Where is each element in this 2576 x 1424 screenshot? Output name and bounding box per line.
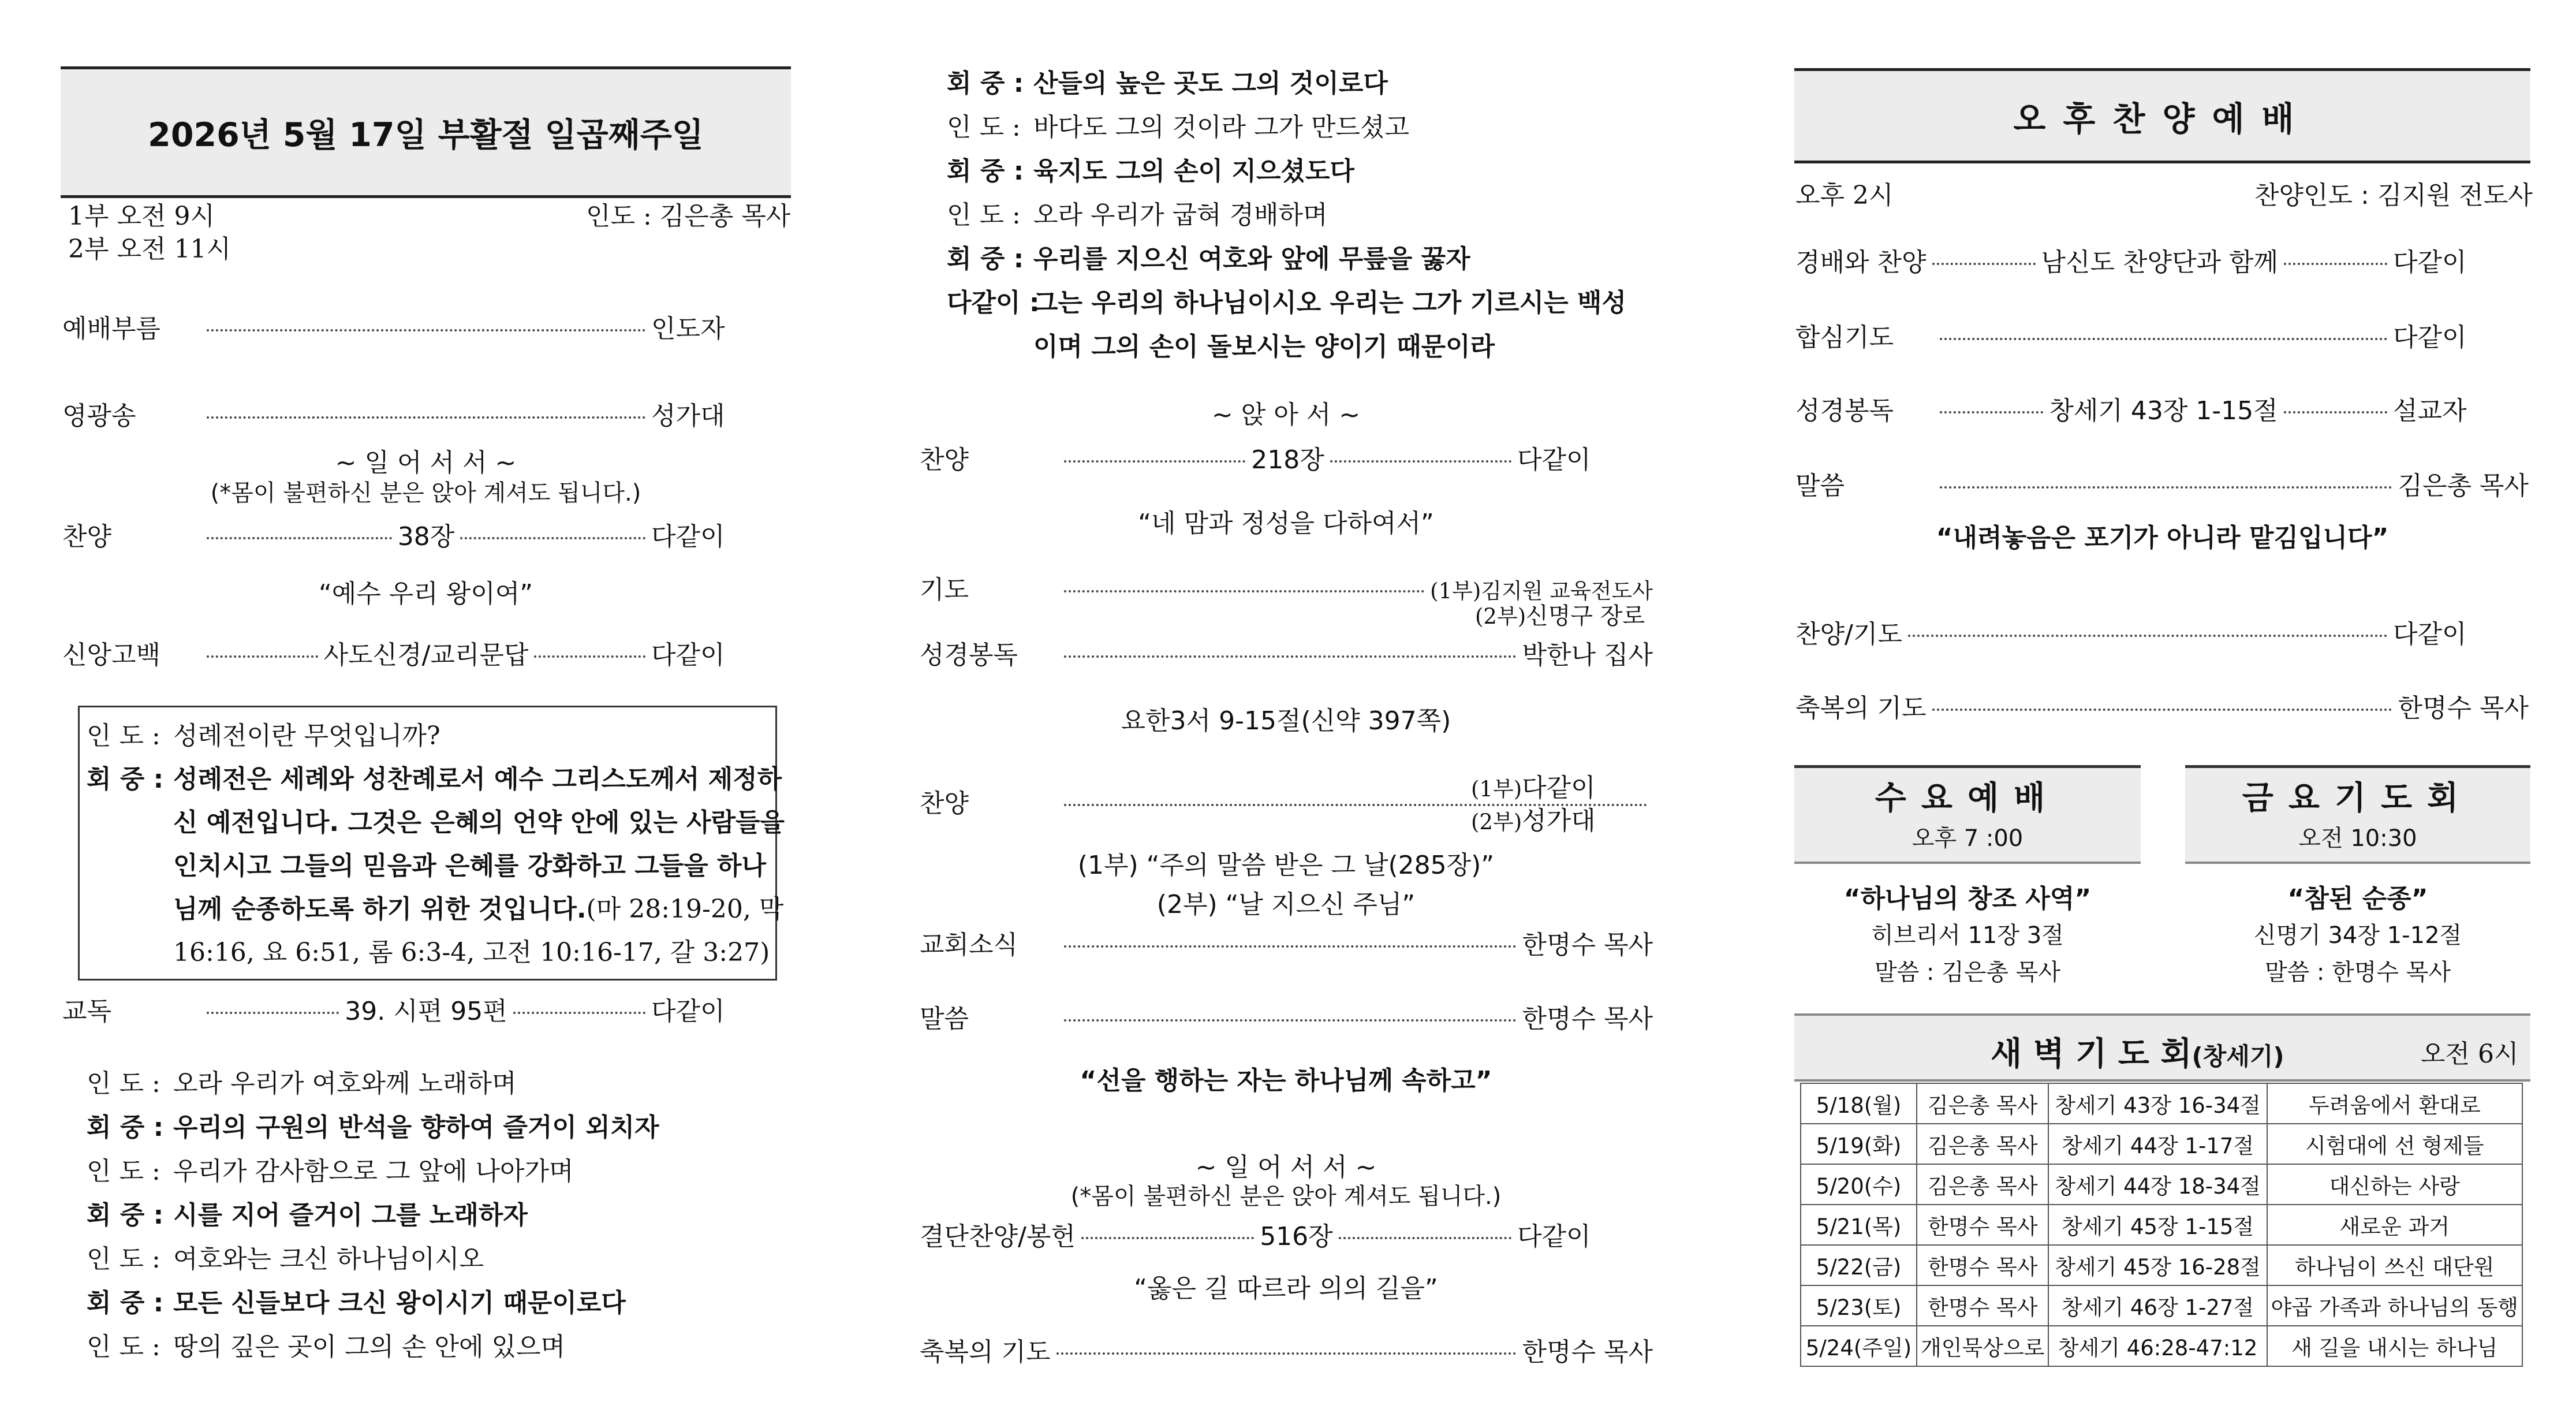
service-leader: 인도 : 김은총 목사 bbox=[586, 202, 791, 231]
afternoon-leader: 찬양인도 : 김지원 전도사 bbox=[2254, 181, 2533, 210]
wednesday-service-time: 오후 7 :00 bbox=[1912, 825, 2024, 852]
date-cell: 5/20(수) bbox=[1801, 1164, 1917, 1205]
leader-dots bbox=[1940, 486, 2392, 489]
order-label: 교독 bbox=[62, 997, 112, 1026]
leader-dots bbox=[1056, 1352, 1517, 1355]
dawn-prayer-header bbox=[1794, 1013, 2530, 1082]
sermon-title: “선을 행하는 자는 하나님께 속하고” bbox=[1080, 1066, 1492, 1095]
reading-text: 우리를 지으신 여호와 앞에 무릎을 꿇자 bbox=[1033, 244, 1470, 274]
leader-dots bbox=[534, 655, 645, 658]
wednesday-reference: 히브리서 11장 3절 bbox=[1871, 922, 2064, 949]
speaker-label: 회 중 : bbox=[947, 244, 1024, 274]
order-creed bbox=[62, 634, 787, 671]
leader-dots bbox=[1932, 263, 2036, 265]
order-scripture-3 bbox=[1795, 390, 2529, 427]
order-label: 축복의 기도 bbox=[920, 1337, 1051, 1367]
date-cell: 5/19(화) bbox=[1801, 1124, 1917, 1164]
hymn-title-2: “네 맘과 정성을 다하여서” bbox=[1138, 509, 1434, 538]
order-label: 결단찬양/봉헌 bbox=[920, 1222, 1076, 1251]
dawn-prayer-row bbox=[1801, 1083, 2522, 1124]
leader-dots bbox=[207, 329, 645, 331]
order-right: 한명수 목사 bbox=[1522, 1337, 1653, 1367]
order-offering bbox=[920, 1216, 1653, 1252]
order-right: 다같이 bbox=[2393, 248, 2467, 277]
wednesday-service-title: 수요예배 bbox=[1875, 780, 2060, 817]
reading-text: 성례전은 세례와 성찬례로서 예수 그리스도께서 제정하 bbox=[173, 765, 782, 794]
dawn-prayer-row bbox=[1801, 1164, 2522, 1205]
sit-instruction: ~ 앉 아 서 ~ bbox=[1211, 400, 1361, 430]
leader-dots bbox=[1330, 460, 1511, 463]
part-tag: (2부) bbox=[1475, 604, 1526, 629]
reading-text: 땅의 깊은 곳이 그의 손 안에 있으며 bbox=[173, 1332, 565, 1362]
order-call-to-worship bbox=[62, 308, 787, 345]
afternoon-time: 오후 2시 bbox=[1795, 181, 1894, 210]
order-label: 신앙고백 bbox=[62, 640, 161, 670]
reading-text: 인치시고 그들의 믿음과 은혜를 강화하고 그들을 하나 bbox=[173, 851, 766, 881]
theme-cell: 대신하는 사랑 bbox=[2267, 1164, 2522, 1205]
order-right: 한명수 목사 bbox=[2398, 694, 2529, 723]
leader-dots bbox=[207, 655, 318, 658]
order-label: 찬양 bbox=[62, 522, 112, 551]
wednesday-topic: “하나님의 창조 사역” bbox=[1843, 884, 2092, 914]
order-label: 경배와 찬양 bbox=[1795, 248, 1927, 277]
order-right: 다같이 bbox=[1517, 445, 1591, 475]
reading-line bbox=[947, 62, 1388, 99]
reading-line bbox=[87, 1150, 574, 1187]
speaker-label: 인 도 : bbox=[87, 1244, 160, 1274]
order-praise-prayer bbox=[1795, 613, 2529, 650]
order-right: 다같이 bbox=[1517, 1222, 1591, 1251]
leader-dots bbox=[1932, 709, 2392, 711]
rise-instruction-2: ~ 일 어 서 서 ~ bbox=[1195, 1153, 1377, 1182]
speaker-label: 회 중 : bbox=[87, 1113, 164, 1142]
order-label: 성경봉독 bbox=[1795, 396, 1894, 426]
order-right: 설교자 bbox=[2393, 396, 2467, 426]
afternoon-sermon-title: “내려놓음은 포기가 아니라 맡김입니다” bbox=[1936, 523, 2389, 553]
choir-performer-2: 성가대 bbox=[1522, 806, 1596, 836]
reading-line bbox=[947, 326, 1495, 363]
rise-note-2: (*몸이 불편하신 분은 앉아 계셔도 됩니다.) bbox=[1070, 1183, 1502, 1210]
reading-text: 여호와는 크신 하나님이시오 bbox=[173, 1244, 484, 1274]
leader-dots bbox=[1339, 1237, 1511, 1239]
order-label: 예배부름 bbox=[62, 314, 161, 344]
preacher-cell: 한명수 목사 bbox=[1917, 1205, 2048, 1245]
wednesday-service-header bbox=[1794, 765, 2141, 864]
reading-line bbox=[87, 845, 766, 882]
leader-dots bbox=[460, 537, 645, 539]
speaker-label: 회 중 : bbox=[947, 156, 1024, 186]
theme-cell: 두려움에서 환대로 bbox=[2267, 1083, 2522, 1124]
order-mid: 39. 시편 95편 bbox=[345, 997, 507, 1026]
prayer-person-1: 김지원 교육전도사 bbox=[1481, 579, 1653, 603]
wednesday-preacher: 말씀 : 김은총 목사 bbox=[1874, 959, 2061, 986]
reading-text: 16:16, 요 6:51, 롬 6:3-4, 고전 10:16-17, 갈 3:27) bbox=[173, 938, 770, 967]
offering-song: “옳은 길 따르라 의의 길을” bbox=[1134, 1274, 1438, 1303]
afternoon-service-title: 오후찬양예배 bbox=[2013, 99, 2312, 139]
reading-line bbox=[87, 802, 785, 838]
leader-dots bbox=[207, 416, 645, 419]
reading-line bbox=[947, 194, 1328, 231]
bulletin-title bbox=[61, 66, 791, 198]
speaker-label: 다같이 : bbox=[947, 288, 1040, 318]
dawn-prayer-time: 오전 6시 bbox=[2421, 1039, 2519, 1069]
reading-line bbox=[947, 150, 1354, 187]
order-right: 성가대 bbox=[651, 401, 725, 431]
leader-dots bbox=[1064, 1019, 1516, 1022]
leader-dots bbox=[1064, 655, 1516, 658]
leader-dots bbox=[1081, 1237, 1254, 1239]
dawn-prayer-title bbox=[1991, 1028, 2284, 1075]
order-label: 찬양 bbox=[920, 789, 969, 818]
order-right: 김은총 목사 bbox=[2398, 471, 2529, 501]
order-label: 찬양 bbox=[920, 445, 969, 475]
choir-line-1 bbox=[1471, 767, 1657, 804]
service-time-2: 2부 오전 11시 bbox=[68, 234, 231, 264]
leader-dots bbox=[2284, 411, 2387, 413]
reading-text: 그는 우리의 하나님이시오 우리는 그가 기르시는 백성 bbox=[1033, 288, 1626, 318]
friday-preacher: 말씀 : 한명수 목사 bbox=[2264, 959, 2451, 986]
reading-text: 오라 우리가 굽혀 경배하며 bbox=[1033, 200, 1328, 230]
leader-dots bbox=[207, 1012, 339, 1014]
reading-line bbox=[87, 1282, 626, 1319]
friday-topic: “참된 순종” bbox=[2287, 884, 2428, 914]
order-right: 한명수 목사 bbox=[1522, 1004, 1653, 1034]
reading-line bbox=[87, 1106, 659, 1143]
order-right: 한명수 목사 bbox=[1522, 930, 1653, 960]
order-sermon bbox=[920, 998, 1653, 1035]
prayer-person-2: 신명구 장로 bbox=[1526, 603, 1645, 629]
speaker-label: 인 도 : bbox=[947, 113, 1021, 142]
dawn-prayer-row bbox=[1801, 1205, 2522, 1245]
speaker-label: 인 도 : bbox=[87, 1332, 160, 1362]
reading-text: 신 예전입니다. 그것은 은혜의 언약 안에 있는 사람들을 bbox=[173, 808, 785, 837]
dawn-prayer-table bbox=[1800, 1083, 2523, 1367]
reading-line bbox=[87, 1063, 517, 1099]
choir-performer-1: 다같이 bbox=[1522, 773, 1596, 803]
date-cell: 5/23(토) bbox=[1801, 1285, 1917, 1326]
preacher-cell: 김은총 목사 bbox=[1917, 1164, 2048, 1205]
dawn-prayer-row bbox=[1801, 1245, 2522, 1285]
reading-line bbox=[947, 106, 1409, 143]
preacher-cell: 김은총 목사 bbox=[1917, 1083, 2048, 1124]
order-right: 다같이 bbox=[651, 997, 725, 1026]
reading-text: 우리의 구원의 반석을 향하여 즐거이 외치자 bbox=[173, 1113, 659, 1142]
leader-dots bbox=[1064, 590, 1424, 592]
part-tag: (2부) bbox=[1471, 810, 1522, 834]
choir-line-2 bbox=[1471, 800, 1657, 837]
order-label: 축복의 기도 bbox=[1795, 694, 1927, 723]
prayer-line-2 bbox=[1475, 598, 1645, 631]
speaker-label: 회 중 : bbox=[87, 1288, 164, 1318]
order-mid: 218장 bbox=[1251, 445, 1324, 475]
friday-prayer-time: 오전 10:30 bbox=[2298, 825, 2417, 852]
reading-line bbox=[87, 715, 440, 752]
date-cell: 5/24(주일) bbox=[1801, 1326, 1917, 1366]
reading-text: 산들의 높은 곳도 그의 것이로다 bbox=[1033, 69, 1388, 98]
order-hymn-2 bbox=[920, 439, 1653, 476]
order-label: 기도 bbox=[920, 575, 969, 605]
order-blessing-3 bbox=[1795, 687, 2529, 724]
date-cell: 5/18(월) bbox=[1801, 1083, 1917, 1124]
dawn-prayer-row bbox=[1801, 1285, 2522, 1326]
order-mid: 38장 bbox=[397, 522, 455, 551]
speaker-label: 인 도 : bbox=[87, 1157, 160, 1186]
order-label: 성경봉독 bbox=[920, 640, 1018, 670]
friday-reference: 신명기 34장 1-12절 bbox=[2253, 922, 2462, 949]
speaker-label: 인 도 : bbox=[87, 1069, 160, 1098]
leader-dots bbox=[207, 537, 392, 539]
order-label: 찬양/기도 bbox=[1795, 620, 1902, 649]
leader-dots bbox=[2284, 263, 2387, 265]
passage-cell: 창세기 44장 1-17절 bbox=[2048, 1124, 2267, 1164]
reading-text: 육지도 그의 손이 지으셨도다 bbox=[1033, 156, 1355, 186]
date-cell: 5/21(목) bbox=[1801, 1205, 1917, 1245]
order-label: 교회소식 bbox=[920, 930, 1018, 960]
reading-line bbox=[87, 931, 770, 968]
preacher-cell: 한명수 목사 bbox=[1917, 1245, 2048, 1285]
leader-dots bbox=[1940, 411, 2043, 413]
order-mid: 516장 bbox=[1260, 1222, 1333, 1251]
choir-song-2: (2부) “날 지으신 주님” bbox=[1156, 890, 1416, 919]
reading-reference: (마 28:19-20, 막 bbox=[586, 894, 784, 924]
dawn-prayer-row bbox=[1801, 1124, 2522, 1164]
order-sermon-3 bbox=[1795, 465, 2529, 502]
order-right: 인도자 bbox=[651, 314, 725, 344]
order-mid: 창세기 43장 1-15절 bbox=[2049, 396, 2278, 426]
order-news bbox=[920, 924, 1653, 961]
order-right: 다같이 bbox=[651, 522, 725, 551]
order-reading bbox=[62, 990, 787, 1027]
reading-text: 우리가 감사함으로 그 앞에 나아가며 bbox=[173, 1157, 574, 1186]
reading-text: 이며 그의 손이 돌보시는 양이기 때문이라 bbox=[1033, 332, 1495, 361]
part-tag: (1부) bbox=[1430, 579, 1481, 603]
friday-prayer-title: 금요기도회 bbox=[2242, 780, 2474, 817]
passage-cell: 창세기 43장 16-34절 bbox=[2048, 1083, 2267, 1124]
passage-cell: 창세기 44장 18-34절 bbox=[2048, 1164, 2267, 1205]
passage-cell: 창세기 45장 1-15절 bbox=[2048, 1205, 2267, 1245]
theme-cell: 하나님이 쓰신 대단원 bbox=[2267, 1245, 2522, 1285]
order-right: 박한나 집사 bbox=[1522, 640, 1653, 670]
order-united-prayer bbox=[1795, 316, 2529, 353]
service-time-1: 1부 오전 9시 bbox=[68, 202, 215, 231]
passage-cell: 창세기 45장 16-28절 bbox=[2048, 1245, 2267, 1285]
bulletin-title-text: 2026년 5월 17일 부활절 일곱째주일 bbox=[148, 116, 704, 154]
order-label: 영광송 bbox=[62, 401, 136, 431]
dawn-prayer-row bbox=[1801, 1326, 2522, 1366]
order-scripture bbox=[920, 634, 1653, 671]
reading-line bbox=[87, 758, 782, 795]
rise-note: (*몸이 불편하신 분은 앉아 계셔도 됩니다.) bbox=[210, 480, 641, 506]
choir-song-1: (1부) “주의 말씀 받은 그 날(285장)” bbox=[1077, 851, 1495, 880]
leader-dots bbox=[1064, 945, 1516, 948]
preacher-cell: 개인묵상으로 bbox=[1917, 1326, 2048, 1366]
order-label: 말씀 bbox=[920, 1004, 969, 1034]
afternoon-service-header bbox=[1794, 68, 2530, 163]
reading-text: 성례전이란 무엇입니까? bbox=[173, 721, 440, 751]
friday-prayer-header bbox=[2185, 765, 2530, 864]
speaker-label: 인 도 : bbox=[87, 721, 160, 751]
speaker-label: 회 중 : bbox=[87, 1201, 164, 1230]
reading-line bbox=[87, 1326, 565, 1363]
leader-dots bbox=[513, 1012, 645, 1014]
date-cell: 5/22(금) bbox=[1801, 1245, 1917, 1285]
order-right: 다같이 bbox=[2393, 323, 2467, 352]
dawn-prayer-book: (창세기) bbox=[2192, 1042, 2284, 1071]
reading-line bbox=[947, 282, 1626, 319]
order-mid: 사도신경/교리문답 bbox=[323, 640, 529, 670]
theme-cell: 새 길을 내시는 하나님 bbox=[2267, 1326, 2522, 1366]
reading-text: 시를 지어 즐거이 그를 노래하자 bbox=[173, 1201, 528, 1230]
passage-cell: 창세기 46장 1-27절 bbox=[2048, 1285, 2267, 1326]
theme-cell: 야곱 가족과 하나님의 동행 bbox=[2267, 1285, 2522, 1326]
order-right: 다같이 bbox=[651, 640, 725, 670]
part-tag: (1부) bbox=[1471, 777, 1522, 802]
passage-cell: 창세기 46:28-47:12 bbox=[2048, 1326, 2267, 1366]
dawn-prayer-title-text: 새 벽 기 도 회 bbox=[1991, 1035, 2192, 1073]
theme-cell: 새로운 과거 bbox=[2267, 1205, 2522, 1245]
reading-line bbox=[87, 1194, 528, 1231]
speaker-label: 인 도 : bbox=[947, 200, 1021, 230]
reading-text: 모든 신들보다 크신 왕이시기 때문이로다 bbox=[173, 1288, 626, 1318]
order-mid: 남신도 찬양단과 함께 bbox=[2041, 248, 2279, 277]
leader-dots bbox=[1908, 635, 2387, 637]
reading-text: 님께 순종하도록 하기 위한 것입니다. bbox=[173, 894, 587, 924]
order-label: 합심기도 bbox=[1795, 323, 1894, 352]
speaker-label: 회 중 : bbox=[947, 69, 1024, 98]
reading-line bbox=[947, 238, 1470, 275]
order-gloria bbox=[62, 395, 787, 432]
scripture-reference: 요한3서 9-15절(신약 397쪽) bbox=[1121, 706, 1451, 736]
order-worship-praise bbox=[1795, 241, 2529, 278]
speaker-label: 회 중 : bbox=[87, 765, 164, 794]
preacher-cell: 한명수 목사 bbox=[1917, 1285, 2048, 1326]
preacher-cell: 김은총 목사 bbox=[1917, 1124, 2048, 1164]
reading-text: 바다도 그의 것이라 그가 만드셨고 bbox=[1033, 113, 1409, 142]
reading-line bbox=[87, 888, 783, 925]
leader-dots bbox=[1064, 460, 1245, 463]
order-hymn bbox=[62, 516, 787, 553]
order-label: 말씀 bbox=[1795, 471, 1845, 501]
reading-line bbox=[87, 1238, 484, 1275]
rise-instruction: ~ 일 어 서 서 ~ bbox=[335, 448, 517, 478]
hymn-title: “예수 우리 왕이여” bbox=[318, 579, 533, 609]
order-blessing bbox=[920, 1331, 1653, 1368]
theme-cell: 시험대에 선 형제들 bbox=[2267, 1124, 2522, 1164]
leader-dots bbox=[1940, 338, 2387, 340]
order-right: 다같이 bbox=[2393, 620, 2467, 649]
reading-text: 오라 우리가 여호와께 노래하며 bbox=[173, 1069, 517, 1098]
